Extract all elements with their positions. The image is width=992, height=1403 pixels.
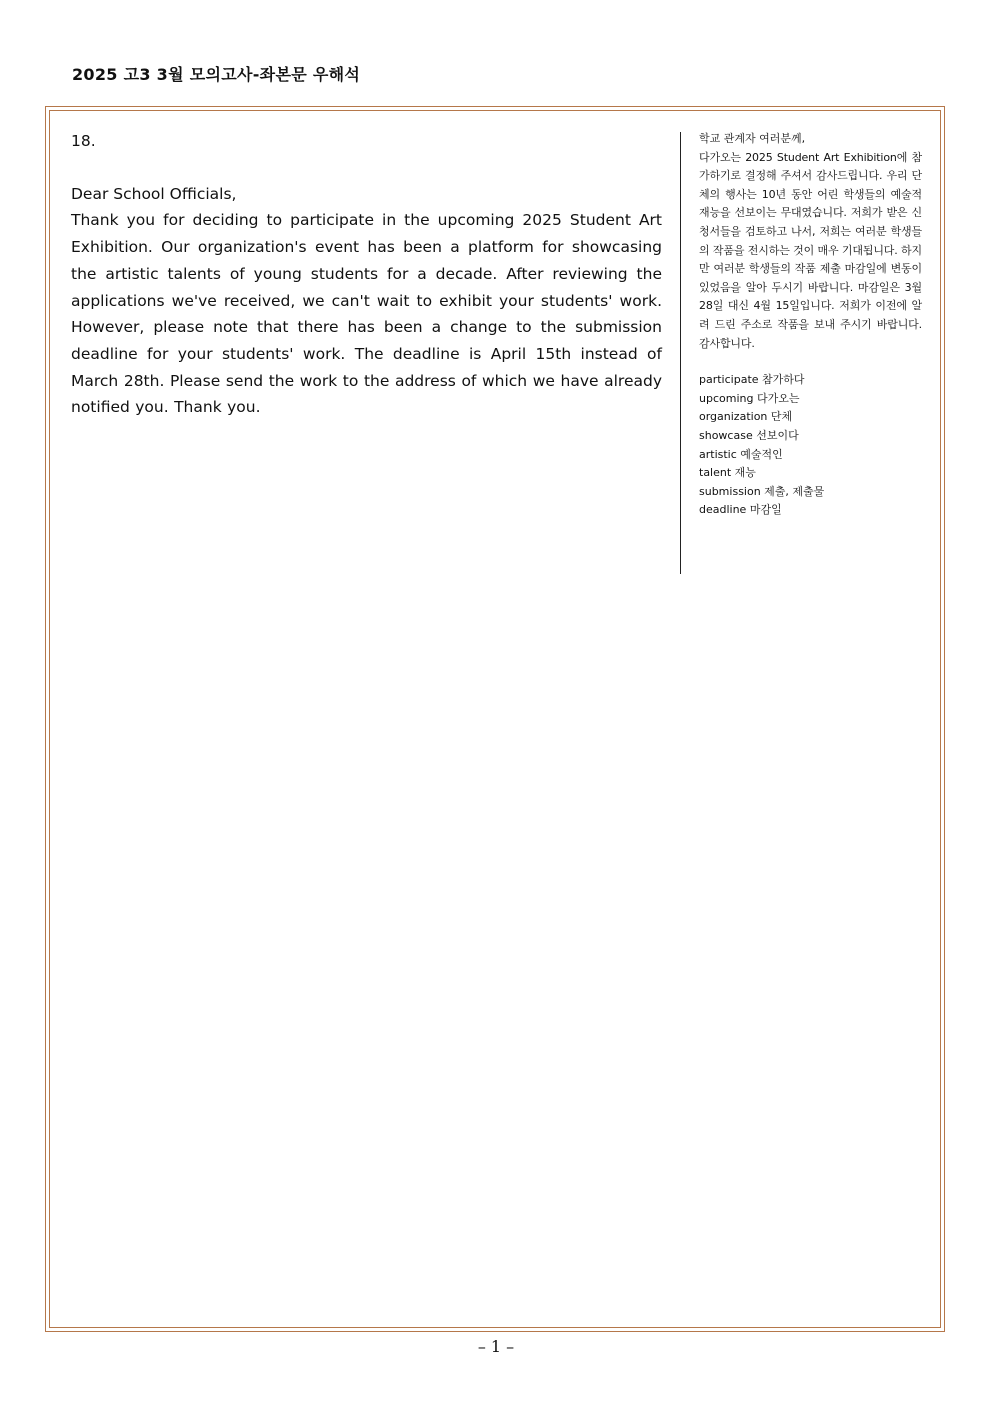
vocabulary-item: organization 단체: [699, 410, 793, 424]
vocabulary-item: upcoming 다가오는: [699, 391, 800, 405]
vocabulary-item: showcase 선보이다: [699, 428, 799, 442]
vocabulary-item: submission 제출, 제출물: [699, 484, 825, 498]
vocabulary-list: [699, 371, 922, 520]
translation-greeting: 학교 관계자 여러분께,: [699, 132, 806, 145]
vocabulary-item: artistic 예술적인: [699, 447, 783, 461]
page-title: 2025 고3 3월 모의고사-좌본문 우해석: [72, 65, 361, 84]
letter-salutation: Dear School Officials,: [71, 184, 237, 203]
page-number: – 1 –: [477, 1337, 515, 1356]
passage-body: Thank you for deciding to participate in the upcoming 2025 Student Art Exhibition. Our organization's event has been a platform for showcasing the artistic talents of young students for a decade. After reviewing the applications we've received, we can't wait to exhibit your students' work. However, please note that there has been a change to the submission deadline for your students' work. The deadline is April 15th instead of March 28th. Please send the work to the address of which we have already notified you. Thank you.: [71, 211, 662, 417]
passage-column: [71, 128, 662, 421]
translation-column: [699, 130, 922, 520]
vocabulary-item: talent 재능: [699, 466, 756, 480]
question-number: 18.: [71, 132, 96, 150]
vocabulary-item: participate 참가하다: [699, 373, 805, 387]
translation-text: 다가오는 2025 Student Art Exhibition에 참가하기로 결정해 주셔서 감사드립니다. 우리 단체의 행사는 10년 동안 어린 학생들의 예술적 재능을 선보이는 무대였습니다. 저희가 받은 신청서들을 검토하고 나서, 저희는 여러분 학생들의 작품을 전시하는 것이 매우 기대됩니다. 하지만 여러분 학생들의 작품 제출 마감일에 변동이 있었음을 알아 두시기 바랍니다. 마감일은 3월 28일 대신 4월 15일입니다. 저희가 이전에 알려 드린 주소로 작품을 보내 주시기 바랍니다. 감사합니다.: [699, 150, 922, 350]
column-divider: [680, 132, 681, 574]
vocabulary-item: deadline 마감일: [699, 503, 782, 517]
